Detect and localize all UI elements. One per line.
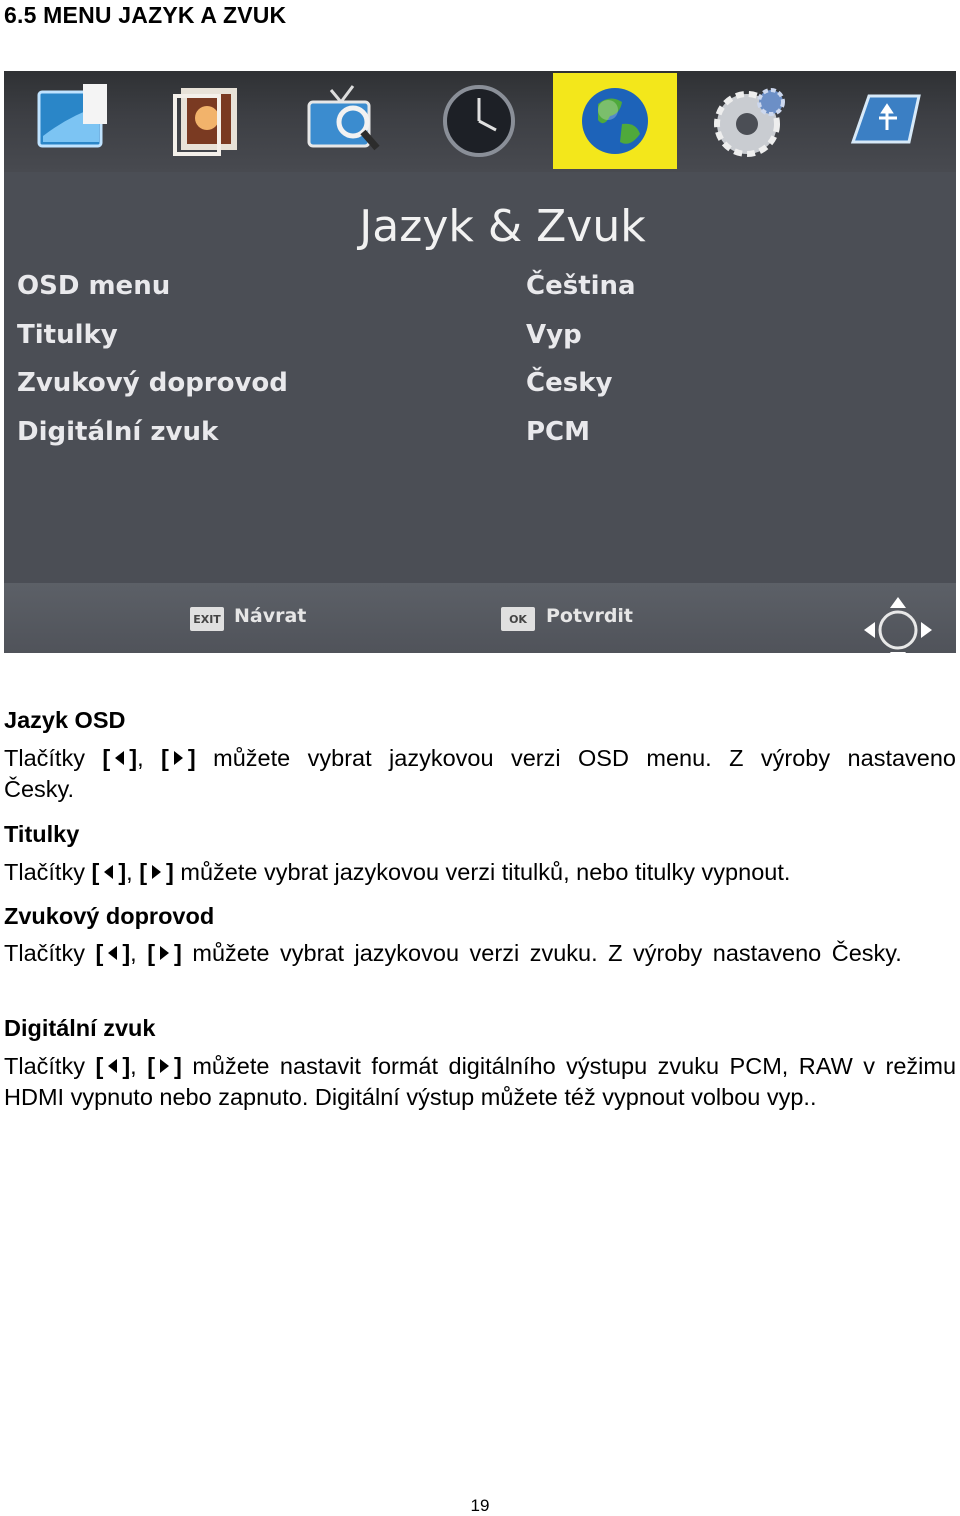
left-arrow-icon <box>115 751 124 765</box>
osd-screenshot <box>4 71 956 653</box>
section-title-titulky: Titulky <box>4 821 80 847</box>
picture-frame-icon <box>11 73 137 169</box>
section-body: můžete vybrat jazykovou verzi titulků, nebo titulky vypnout. <box>180 859 791 885</box>
section-text-digitalni-zvuk: Tlačítky [ ], [ ] můžete nastavit formát digitálního výstupu zvuku PCM, RAW v režimu HDMI vypnuto nebo zapnuto. Digitální výstup můžete též vypnout volbou vyp.. <box>4 1053 957 1110</box>
right-arrow-icon <box>174 751 183 765</box>
osd-row-osd-menu[interactable] <box>4 267 956 311</box>
right-arrow-icon <box>160 946 169 960</box>
osd-row-titulky[interactable] <box>4 316 956 360</box>
ok-label: Potvrdit <box>546 605 634 627</box>
osd-row-value: Čeština <box>526 271 636 301</box>
left-arrow-icon <box>108 946 117 960</box>
usb-icon <box>821 73 947 169</box>
osd-row-label: OSD menu <box>17 271 171 301</box>
osd-icon-bar <box>4 71 956 172</box>
osd-row-label: Titulky <box>17 320 118 350</box>
osd-row-value: Vyp <box>526 320 582 350</box>
section-heading: 6.5 MENU JAZYK A ZVUK <box>4 2 287 28</box>
section-prefix: Tlačítky <box>4 859 85 885</box>
section-title-jazyk-osd: Jazyk OSD <box>4 707 126 733</box>
section-title-digitalni-zvuk: Digitální zvuk <box>4 1015 156 1041</box>
osd-row-digitalni-zvuk[interactable] <box>4 413 956 457</box>
left-arrow-icon <box>108 1059 117 1073</box>
section-title-zvukovy-doprovod: Zvukový doprovod <box>4 903 215 929</box>
osd-row-value: Česky <box>526 368 613 398</box>
osd-row-zvukovy-doprovod[interactable] <box>4 364 956 408</box>
tv-search-icon <box>279 73 405 169</box>
section-prefix: Tlačítky <box>4 745 85 771</box>
exit-key-badge[interactable]: EXIT <box>190 607 224 631</box>
section-prefix: Tlačítky <box>4 1053 85 1079</box>
osd-footer <box>4 583 956 653</box>
section-prefix: Tlačítky <box>4 940 85 966</box>
globe-icon <box>553 73 677 169</box>
section-text-jazyk-osd: Tlačítky [ ], [ ] můžete vybrat jazykovou verzi OSD menu. Z výroby nastaveno Česky. <box>4 745 957 802</box>
osd-menu-title: Jazyk & Zvuk <box>359 201 646 252</box>
right-arrow-icon <box>160 1059 169 1073</box>
osd-row-label: Zvukový doprovod <box>17 368 288 398</box>
osd-row-label: Digitální zvuk <box>17 417 219 447</box>
section-body: můžete vybrat jazykovou verzi zvuku. Z výroby nastaveno Česky. <box>192 940 902 966</box>
osd-row-value: PCM <box>526 417 591 447</box>
section-text-zvukovy-doprovod: Tlačítky [ ], [ ] můžete vybrat jazykovou verzi zvuku. Z výroby nastaveno Česky. <box>4 940 902 966</box>
section-text-titulky: Tlačítky [ ], [ ] můžete vybrat jazykovou verzi titulků, nebo titulky vypnout. <box>4 859 791 885</box>
ok-key-badge[interactable]: OK <box>501 607 535 631</box>
navigation-cross-icon <box>864 597 932 653</box>
photos-icon <box>145 73 271 169</box>
gear-disc-icon <box>687 73 813 169</box>
left-arrow-icon <box>104 865 113 879</box>
section-body: můžete vybrat jazykovou verzi OSD menu. Z výroby nastaveno Česky. <box>4 745 957 802</box>
clock-icon <box>416 73 542 169</box>
section-body: můžete nastavit formát digitálního výstupu zvuku PCM, RAW v režimu HDMI vypnuto nebo zapnuto. Digitální výstup můžete též vypnout volbou vyp.. <box>4 1053 957 1110</box>
exit-label: Návrat <box>234 605 307 627</box>
right-arrow-icon <box>152 865 161 879</box>
page-number: 19 <box>470 1496 490 1515</box>
